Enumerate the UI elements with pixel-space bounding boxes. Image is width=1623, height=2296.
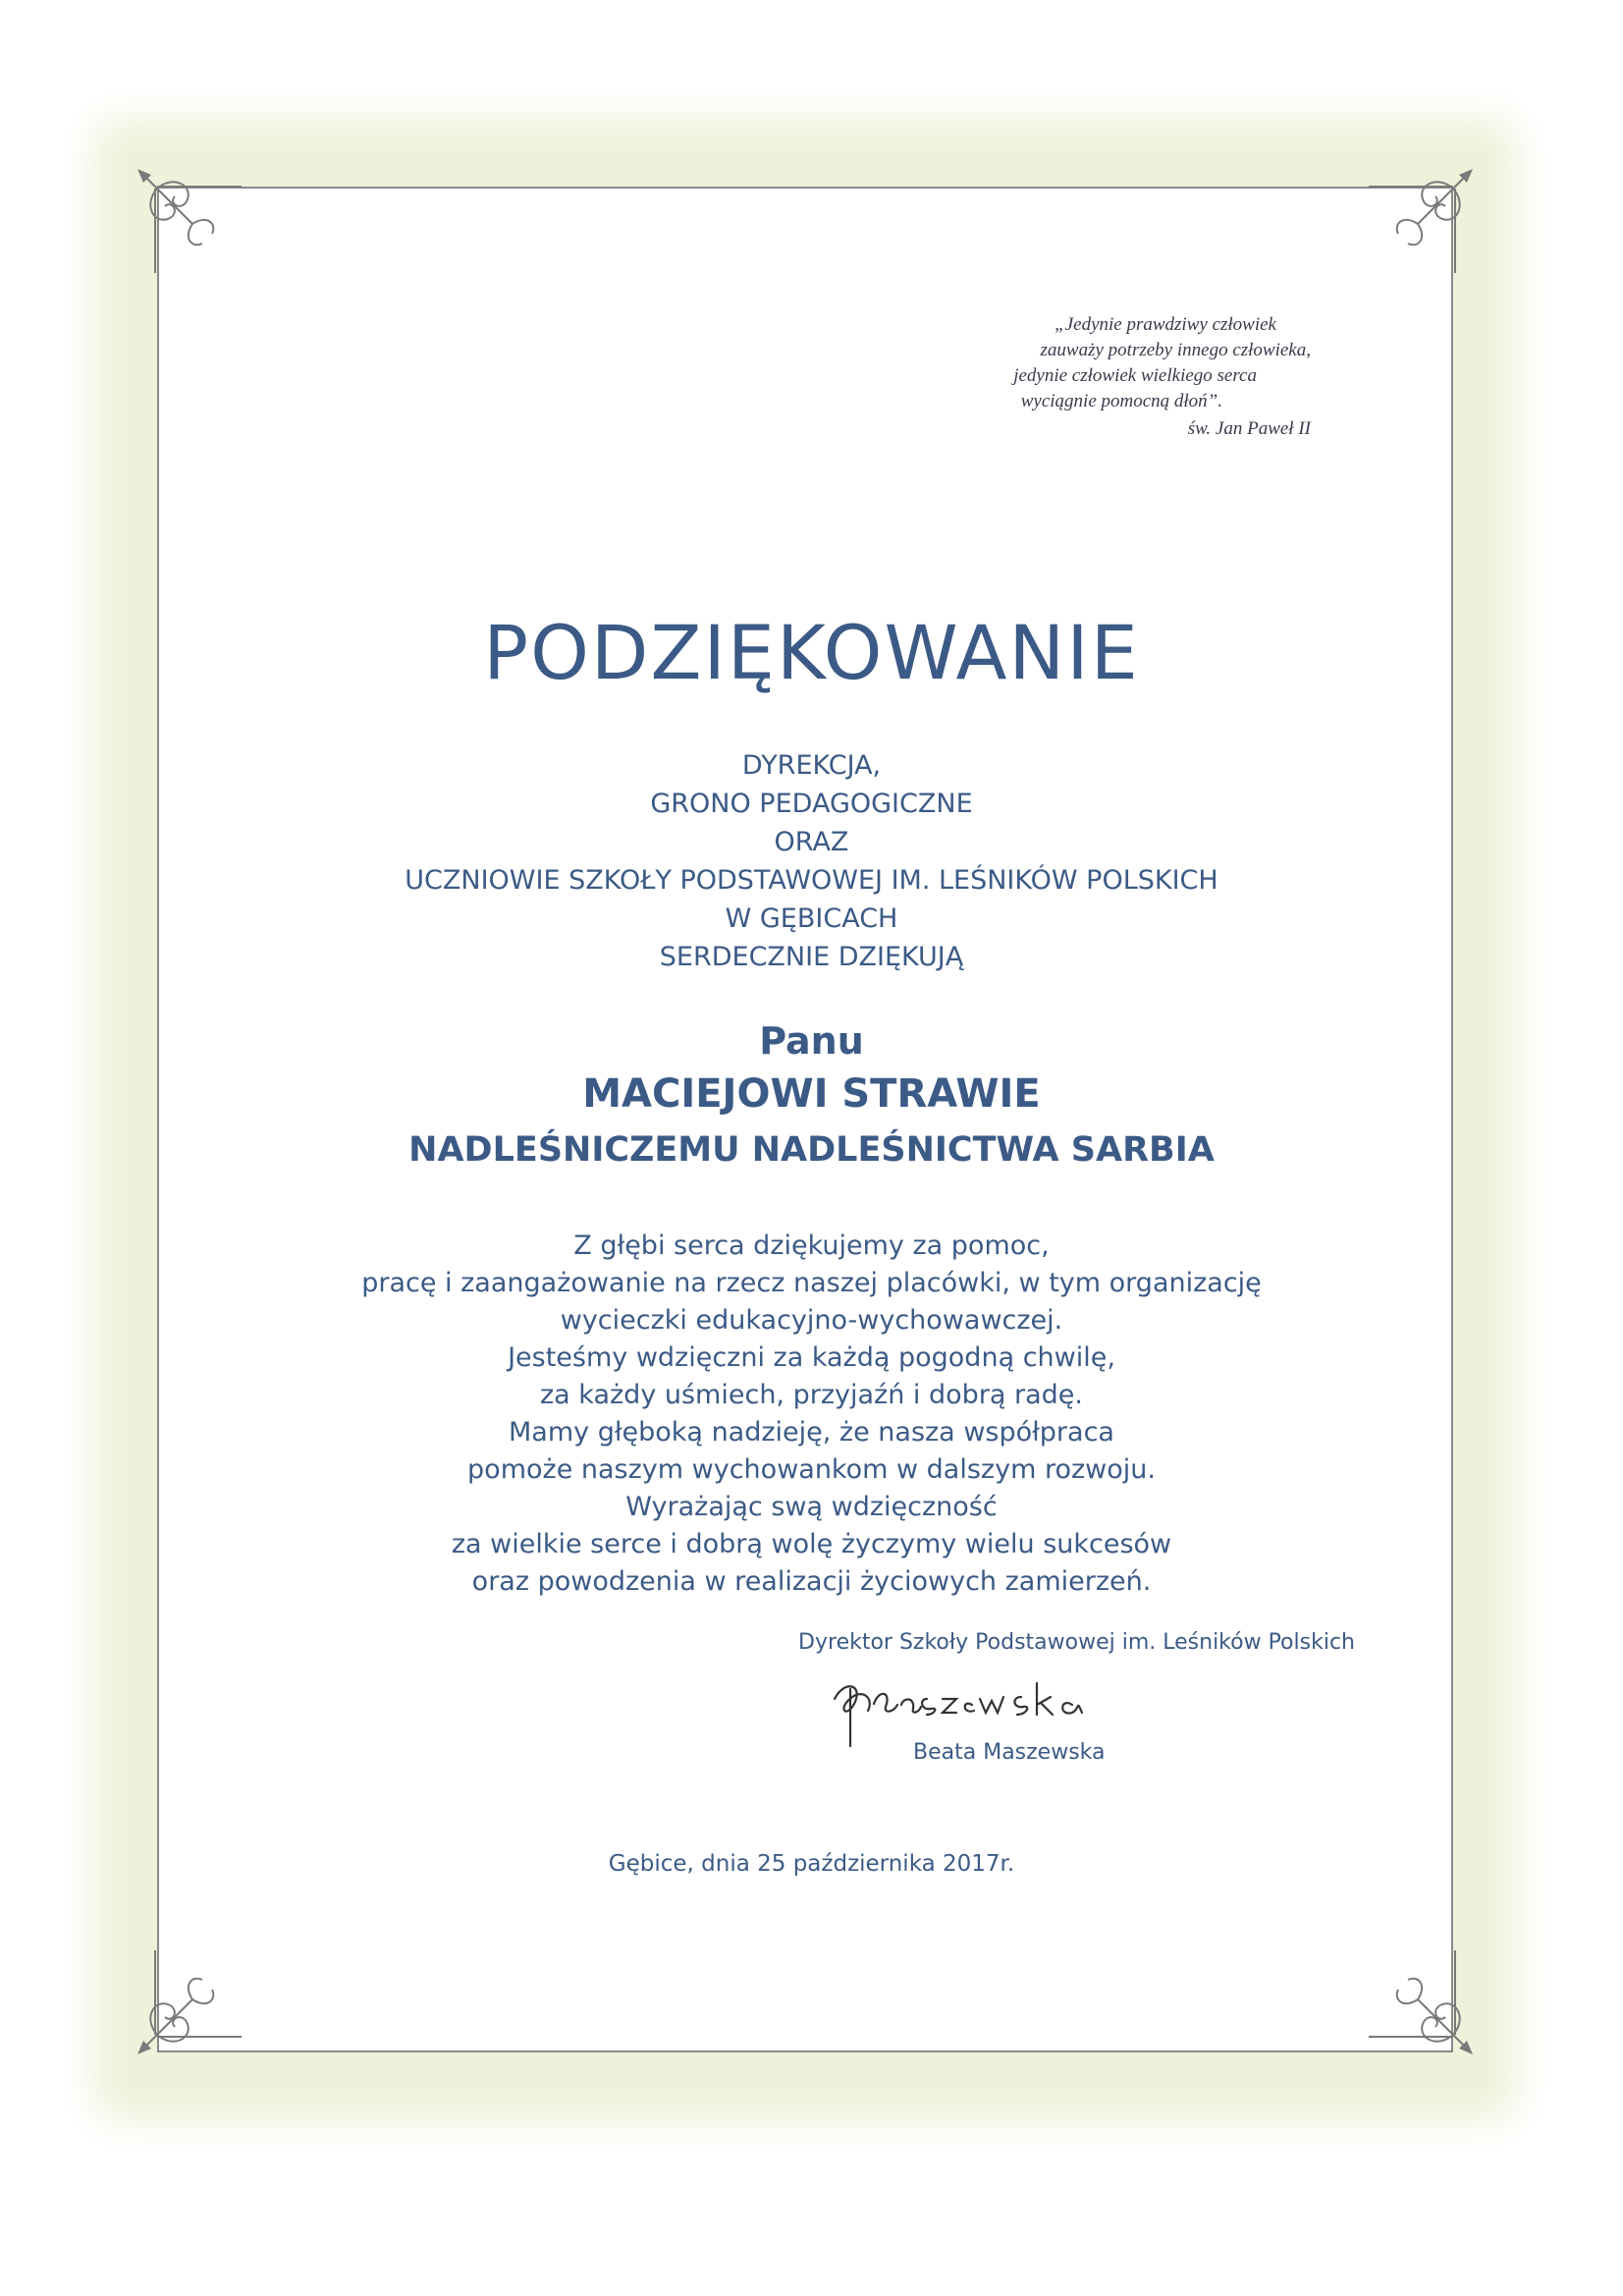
issuer-line: ORAZ (774, 827, 849, 857)
body-line: pomoże naszym wychowankom w dalszym rozwoju. (467, 1454, 1156, 1485)
quote-line: zauważy potrzeby innego człowieka, (1040, 340, 1311, 360)
body-line: Z głębi serca dziękujemy za pomoc, (573, 1230, 1050, 1261)
body-line: oraz powodzenia w realizacji życiowych zamierzeń. (471, 1566, 1152, 1597)
quote-author: św. Jan Paweł II (1187, 418, 1311, 439)
issuer-block (0, 746, 1623, 976)
body-line: za każdy uśmiech, przyjaźń i dobrą radę. (540, 1380, 1083, 1410)
quote-line: „Jedynie prawdziwy człowiek (1055, 314, 1276, 335)
corner-ornament-icon (134, 1941, 251, 2058)
body-line: wycieczki edukacyjno-wychowawczej. (560, 1305, 1063, 1336)
signature-block (727, 1630, 1355, 1765)
body-line: Wyrażając swą wdzięczność (625, 1492, 998, 1522)
issuer-line: GRONO PEDAGOGICZNE (650, 789, 973, 819)
signatory-title: Dyrektor Szkoły Podstawowej im. Leśników Polskich (798, 1630, 1355, 1655)
body-line: za wielkie serce i dobrą wolę życzymy wielu sukcesów (451, 1529, 1172, 1559)
handwritten-signature (825, 1669, 1159, 1748)
issuer-line: W GĘBICACH (725, 903, 898, 934)
corner-ornament-icon (1359, 165, 1477, 283)
corner-ornament-icon (134, 165, 251, 283)
body-line: pracę i zaangażowanie na rzecz naszej placówki, w tym organizację (361, 1268, 1262, 1298)
recipient-block (0, 1016, 1623, 1177)
issuer-line: DYREKCJA, (741, 750, 882, 781)
recipient-position: NADLEŚNICZEMU NADLEŚNICTWA SARBIA (408, 1130, 1215, 1170)
thanks-body (0, 1228, 1623, 1601)
body-line: Mamy głęboką nadzieję, że nasza współpraca (509, 1417, 1114, 1448)
place-and-date: Gębice, dnia 25 października 2017r. (608, 1851, 1015, 1877)
issuer-line: SERDECZNIE DZIĘKUJĄ (659, 942, 964, 972)
quote-line: jedynie człowiek wielkiego serca (1013, 365, 1257, 386)
signatory-name: Beata Maszewska (913, 1740, 1106, 1765)
document-title: PODZIĘKOWANIE (483, 609, 1140, 696)
body-line: Jesteśmy wdzięczni za każdą pogodną chwilę, (508, 1342, 1115, 1373)
quote-line: wyciągnie pomocną dłoń”. (1020, 391, 1222, 411)
recipient-salutation: Panu (759, 1019, 864, 1063)
corner-ornament-icon (1359, 1941, 1477, 2058)
issuer-line: UCZNIOWIE SZKOŁY PODSTAWOWEJ IM. LEŚNIKÓW POLSKICH (405, 865, 1218, 896)
recipient-name: MACIEJOWI STRAWIE (582, 1071, 1041, 1117)
epigraph-quote (884, 312, 1316, 442)
